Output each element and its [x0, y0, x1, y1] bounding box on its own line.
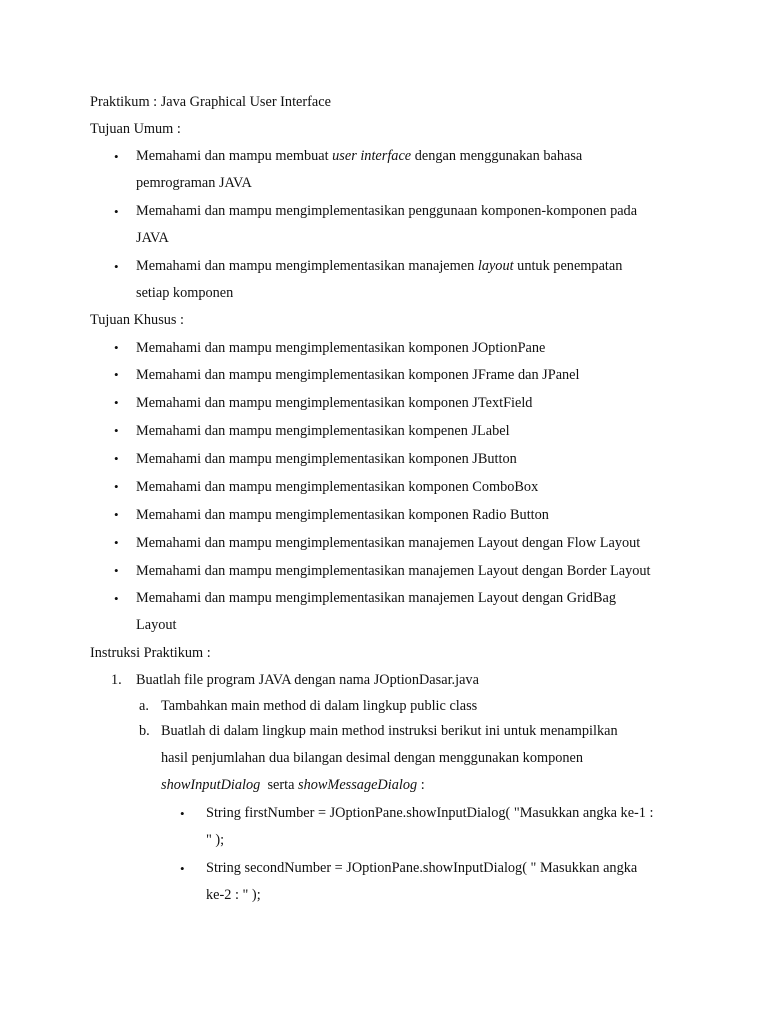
- list-item: • Memahami dan mampu mengimplementasikan manajemen layout untuk penempatan setiap komponen: [136, 253, 622, 307]
- bullet-icon: •: [114, 563, 119, 578]
- bullet-icon: •: [114, 591, 119, 606]
- bullet-icon: •: [114, 395, 119, 410]
- list-item: • Memahami dan mampu mengimplementasikan manajemen Layout dengan Flow Layout: [114, 535, 641, 551]
- list-letter: b.: [139, 723, 150, 739]
- list-item: • Memahami dan mampu mengimplementasikan penggunaan komponen-komponen pada JAVA: [136, 198, 637, 252]
- bullet-icon: •: [180, 861, 185, 876]
- bullet-icon: •: [114, 479, 119, 494]
- bullet-icon: •: [114, 423, 119, 438]
- list-letter: a.: [139, 698, 149, 714]
- list-item: • Memahami dan mampu mengimplementasikan komponen JButton: [114, 451, 517, 467]
- bullet-icon: •: [114, 259, 119, 274]
- bullet-icon: •: [114, 535, 119, 550]
- tujuan-khusus-heading: Tujuan Khusus :: [90, 312, 185, 328]
- list-item: • Memahami dan mampu mengimplementasikan komponen JTextField: [114, 395, 533, 411]
- tujuan-umum-heading: Tujuan Umum :: [90, 121, 181, 137]
- bullet-icon: •: [114, 451, 119, 466]
- list-item: b. Buatlah di dalam lingkup main method instruksi berikut ini untuk menampilkan hasil penjumlahan dua bilangan desimal dengan menggunakan komponen showInputDialog serta showMessageDialog :: [161, 718, 618, 799]
- bullet-icon: •: [114, 367, 119, 382]
- bullet-icon: •: [114, 340, 119, 355]
- list-item: • Memahami dan mampu mengimplementasikan manajemen Layout dengan Border Layout: [114, 563, 651, 579]
- list-item: • Memahami dan mampu mengimplementasikan komponen ComboBox: [114, 479, 539, 495]
- list-item: • Memahami dan mampu mengimplementasikan komponen Radio Button: [114, 507, 549, 523]
- list-item: • String firstNumber = JOptionPane.showInputDialog( "Masukkan angka ke-1 : " );: [206, 800, 654, 854]
- list-item: • Memahami dan mampu membuat user interface dengan menggunakan bahasa pemrograman JAVA: [136, 143, 582, 197]
- list-item: • Memahami dan mampu mengimplementasikan manajemen Layout dengan GridBag Layout: [136, 585, 616, 639]
- document-title: Praktikum : Java Graphical User Interface: [90, 94, 331, 110]
- bullet-icon: •: [114, 204, 119, 219]
- bullet-icon: •: [114, 149, 119, 164]
- list-number: 1.: [111, 672, 122, 688]
- list-item: • Memahami dan mampu mengimplementasikan komponen JOptionPane: [114, 340, 546, 356]
- list-item: • Memahami dan mampu mengimplementasikan kompenen JLabel: [114, 423, 510, 439]
- list-item: • String secondNumber = JOptionPane.showInputDialog( " Masukkan angka ke-2 : " );: [206, 855, 637, 909]
- bullet-icon: •: [114, 507, 119, 522]
- list-item: • Memahami dan mampu mengimplementasikan komponen JFrame dan JPanel: [114, 367, 580, 383]
- list-item: a. Tambahkan main method di dalam lingkup public class: [139, 698, 478, 714]
- list-item: 1. Buatlah file program JAVA dengan nama JOptionDasar.java: [111, 672, 479, 688]
- instruksi-heading: Instruksi Praktikum :: [90, 645, 211, 661]
- bullet-icon: •: [180, 806, 185, 821]
